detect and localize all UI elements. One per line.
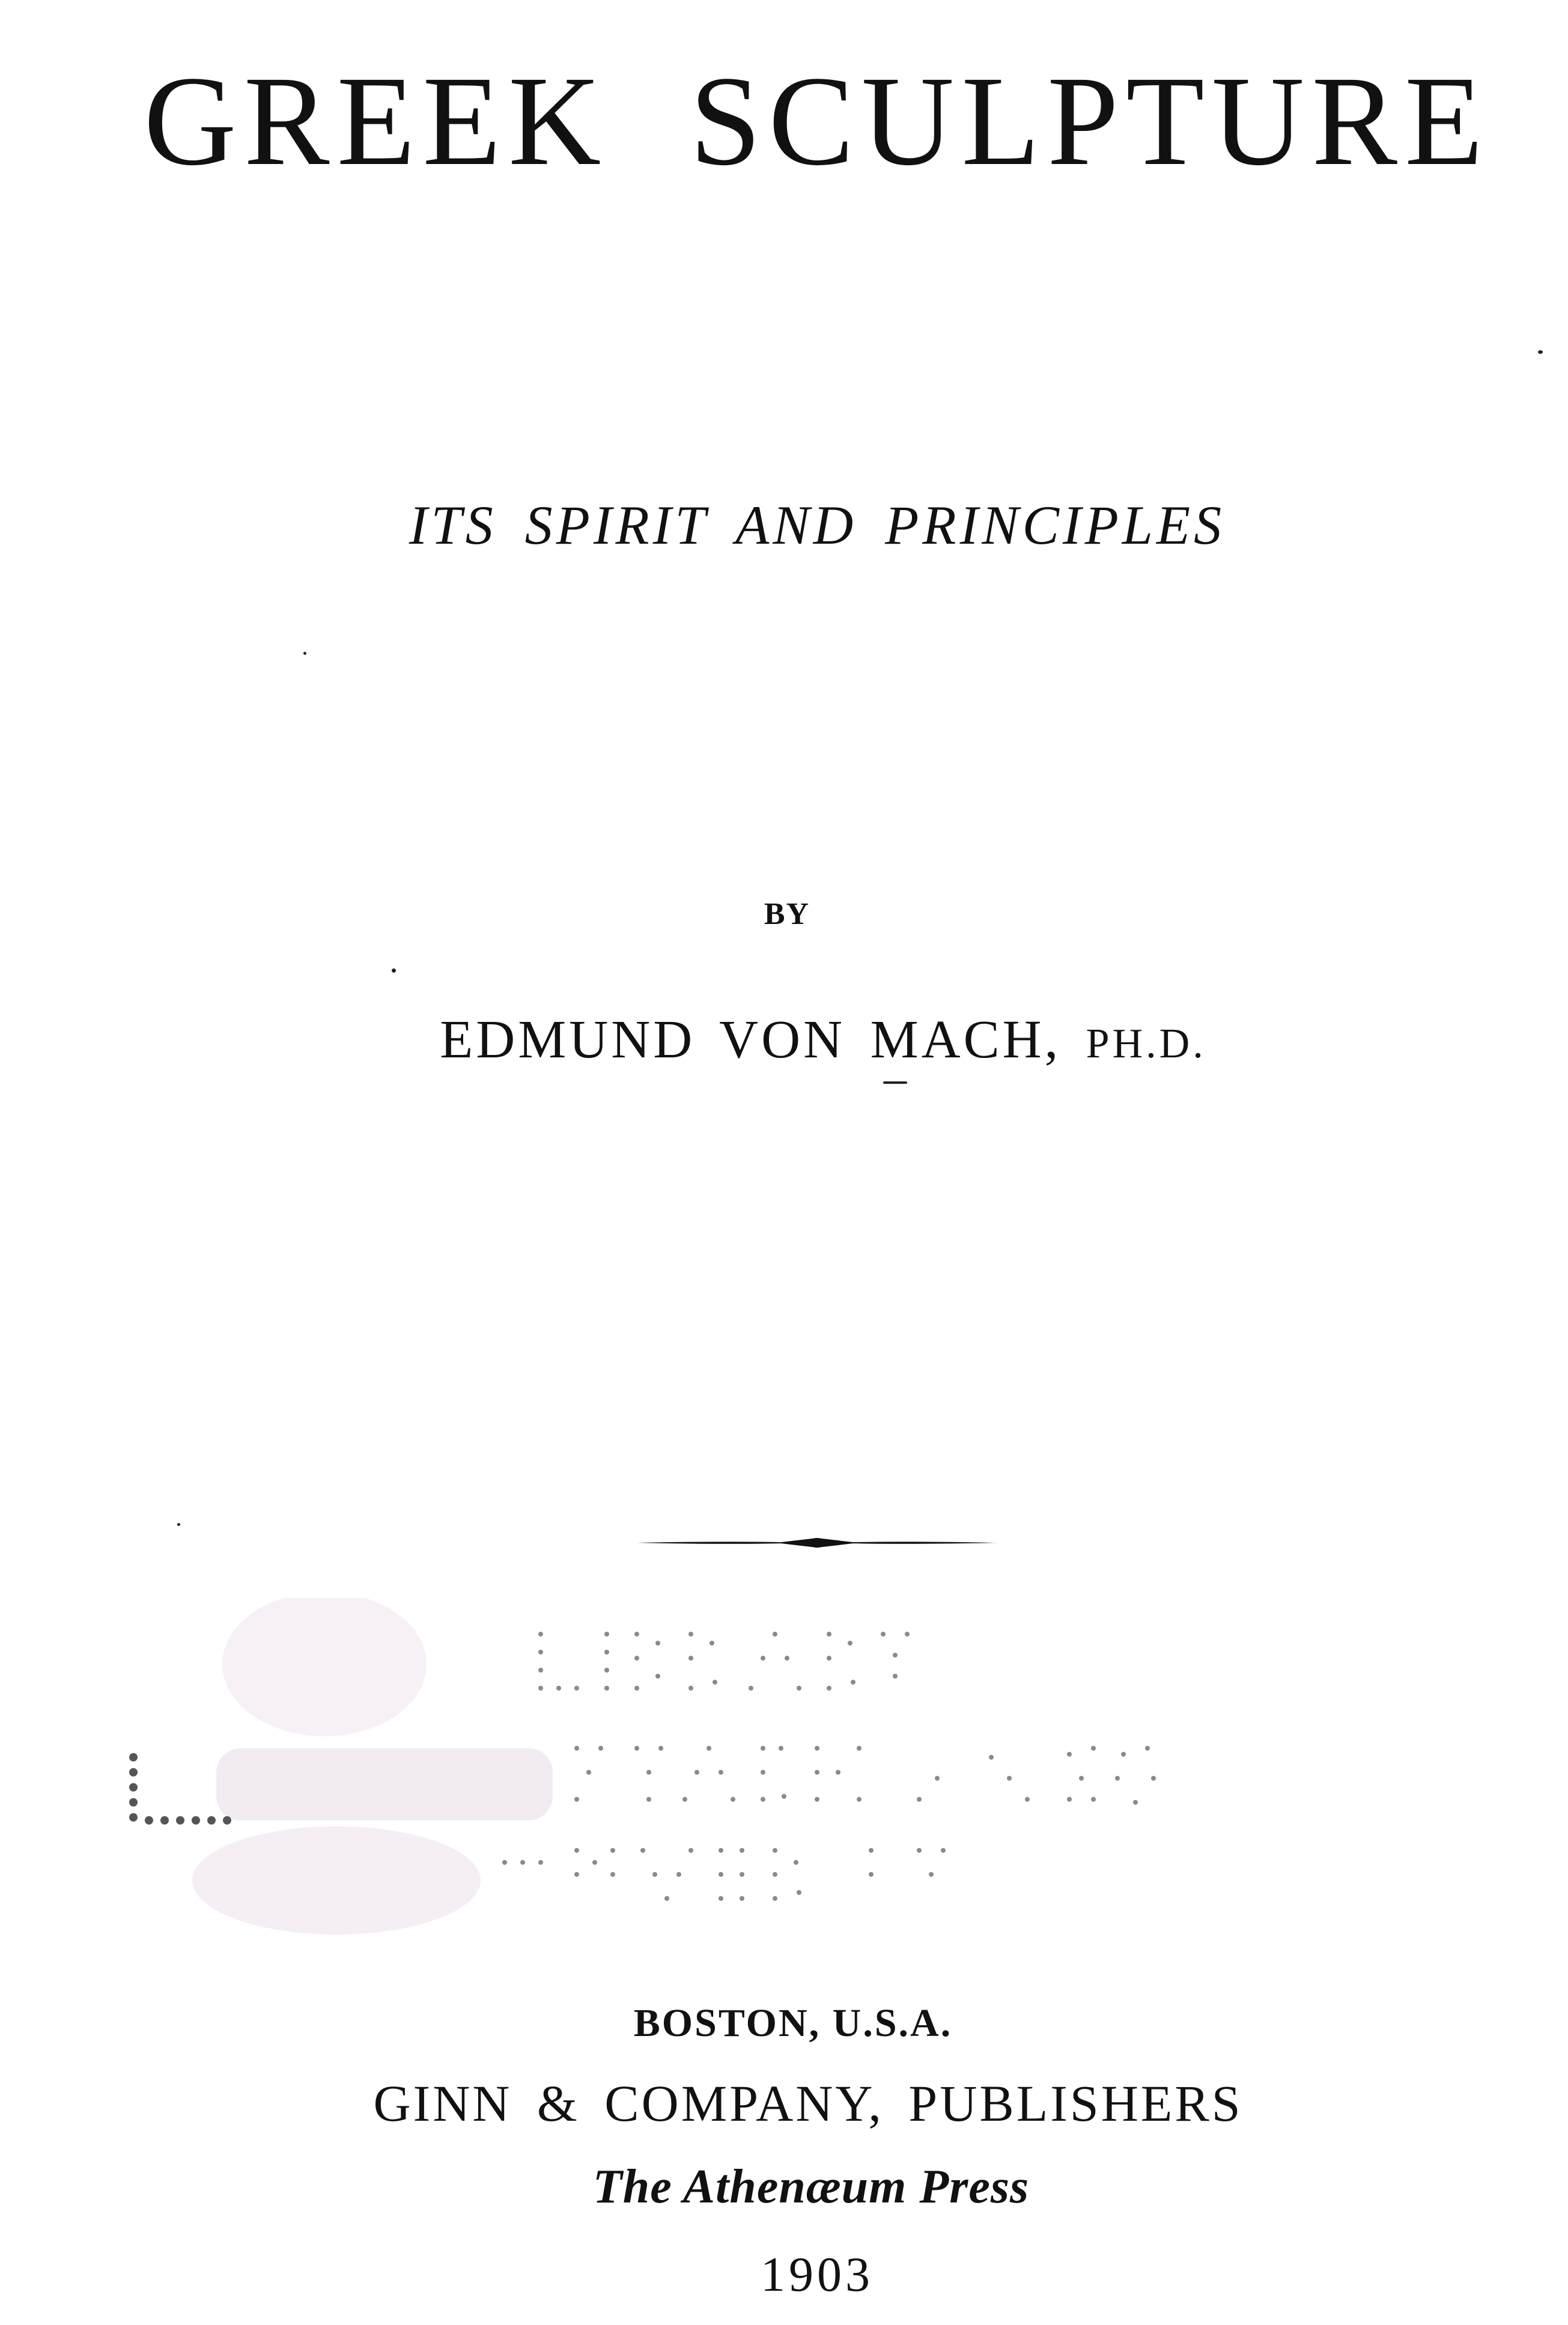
- book-title: GREEK SCULPTURE: [144, 50, 1491, 192]
- ink-speck: [883, 1081, 907, 1084]
- author-name-text: EDMUND VON MACH,: [440, 1010, 1086, 1069]
- ink-speck: [177, 1523, 180, 1526]
- author-degree: PH.D.: [1086, 1021, 1206, 1067]
- ink-speck: [392, 968, 396, 973]
- press-name: The Athenæum Press: [592, 2160, 1030, 2213]
- author-name: [360, 1010, 1286, 1069]
- book-subtitle: ITS SPIRIT AND PRINCIPLES: [409, 494, 1226, 556]
- publication-year: 1903: [761, 2247, 874, 2302]
- publication-place: BOSTON, U.S.A.: [633, 2001, 953, 2045]
- byline-label: BY: [764, 897, 810, 931]
- ornamental-rule: [637, 1531, 997, 1555]
- ink-speck: [1538, 350, 1543, 354]
- publisher-name: GINN & COMPANY, PUBLISHERS: [373, 2074, 1243, 2132]
- ink-speck: [303, 652, 306, 655]
- library-stamp: [120, 1598, 1334, 1971]
